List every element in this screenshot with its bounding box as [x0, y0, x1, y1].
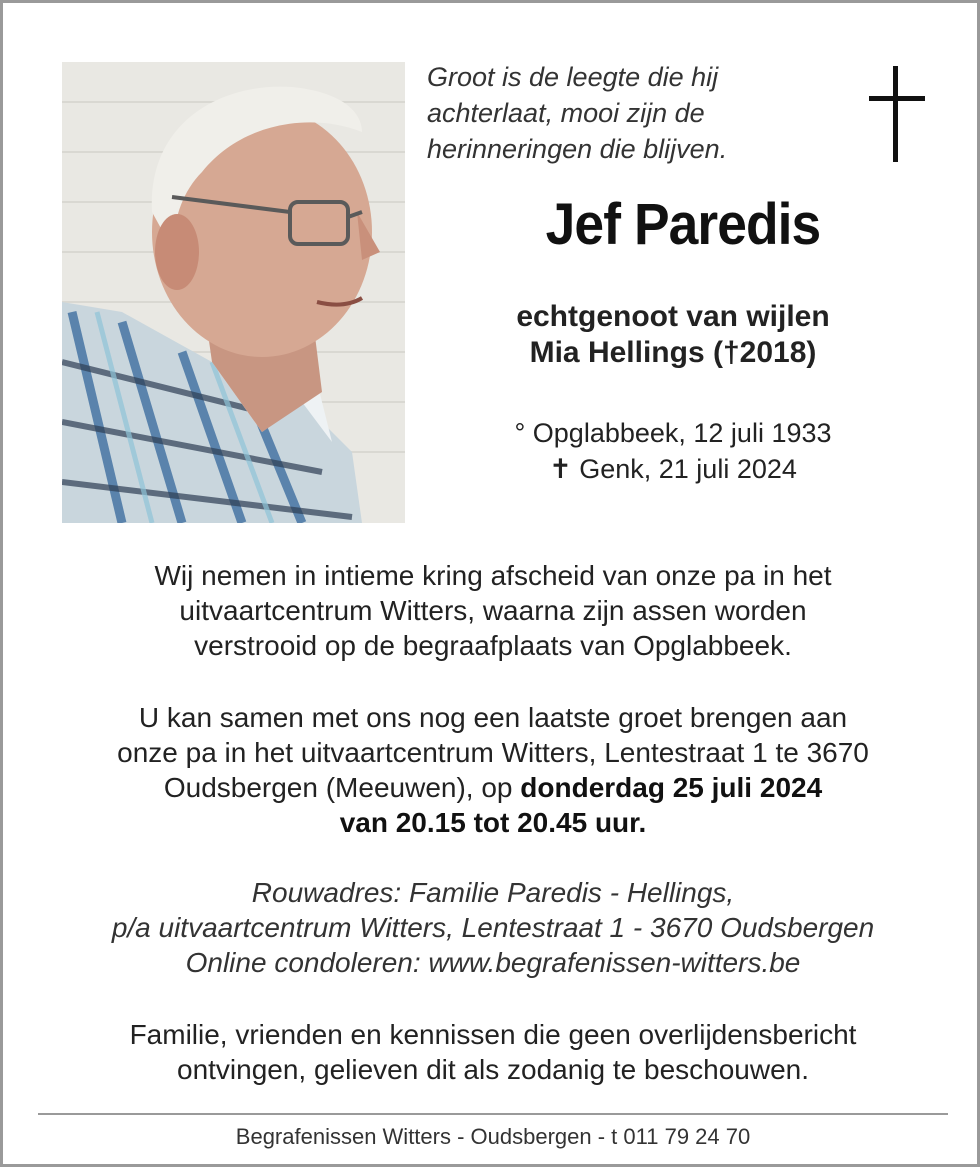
paragraph-line: Familie, vrienden en kennissen die geen overlijdensbericht [129, 1019, 857, 1050]
visitation-date: donderdag 25 juli 2024 [520, 772, 823, 803]
spouse-line: echtgenoot van wijlen [516, 300, 830, 333]
farewell-paragraph [23, 558, 963, 663]
mourning-address [23, 875, 963, 980]
address-line: p/a uitvaartcentrum Witters, Lentestraat 1 - 3670 Oudsbergen [111, 912, 875, 943]
address-line: Rouwadres: Familie Paredis - Hellings, [251, 877, 735, 908]
deceased-name: Jef Paredis [545, 192, 821, 257]
poem-line: achterlaat, mooi zijn de [427, 98, 705, 128]
footer-divider [38, 1113, 948, 1115]
paragraph-line: U kan samen met ons nog een laatste groet brengen aan [138, 702, 848, 733]
birth-date: ° Opglabbeek, 12 juli 1933 [514, 418, 832, 448]
visitation-time: van 20.15 tot 20.45 uur. [339, 807, 647, 838]
paragraph-line: verstrooid op de begraafplaats van Opglabbeek. [194, 630, 792, 661]
latin-cross-icon [869, 66, 925, 162]
poem-line: Groot is de leegte die hij [427, 62, 719, 92]
funeral-home-footer: Begrafenissen Witters - Oudsbergen - t 011 79 24 70 [235, 1124, 751, 1149]
paragraph-line: uitvaartcentrum Witters, waarna zijn assen worden [179, 595, 807, 626]
notice-paragraph [23, 1017, 963, 1087]
life-dates [413, 415, 933, 487]
paragraph-line [23, 805, 963, 840]
poem-line: herinneringen die blijven. [427, 134, 728, 164]
spouse-info [413, 299, 933, 371]
paragraph-line: Wij nemen in intieme kring afscheid van onze pa in het [154, 560, 832, 591]
condolence-link: Online condoleren: www.begrafenissen-witters.be [185, 947, 801, 978]
spouse-name: Mia Hellings (†2018) [529, 336, 817, 369]
memorial-poem [427, 59, 847, 167]
paragraph-line: onze pa in het uitvaartcentrum Witters, Lentestraat 1 te 3670 [117, 737, 869, 768]
paragraph-line [23, 770, 963, 805]
portrait-photo [62, 62, 405, 523]
location-text: Oudsbergen (Meeuwen), op [163, 772, 521, 803]
visitation-paragraph [23, 700, 963, 840]
paragraph-line: ontvingen, gelieven dit als zodanig te beschouwen. [177, 1054, 809, 1085]
death-date: ✝ Genk, 21 juli 2024 [549, 454, 797, 484]
